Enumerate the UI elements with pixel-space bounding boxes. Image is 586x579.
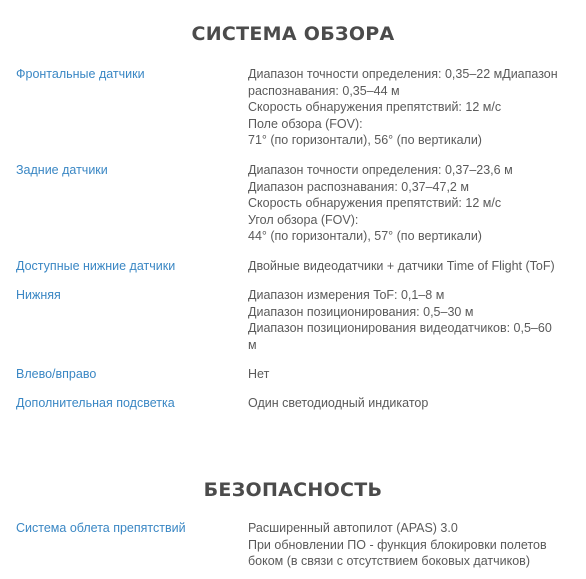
spec-label-bottom-sensors-available[interactable]: Доступные нижние датчики [16,259,176,273]
spec-value-bottom [248,287,576,353]
spec-value-line: боком (в связи с отсутствием боковых датчиков) [248,554,530,568]
spec-value-line: Диапазон распознавания: 0,37–47,2 м [248,179,469,194]
spec-value-line: 44° (по горизонтали), 57° (по вертикали) [248,229,482,243]
spec-value-line: Один светодиодный индикатор [248,396,429,410]
spec-label-left-right[interactable]: Влево/вправо [16,367,97,381]
spec-value-line: Диапазон позиционирования видеодатчиков: 0,5–60 [248,321,552,335]
spec-value-line: Диапазон позиционирования: 0,5–30 м [248,304,474,319]
spec-value-line: При обновлении ПО - функция блокировки полетов [248,537,547,552]
spec-value-line: Угол обзора (FOV): [248,212,359,227]
spec-value-line: м [248,337,257,352]
spec-label-rear-sensors[interactable]: Задние датчики [16,163,108,177]
spec-value-rear-sensors [248,162,576,245]
spec-value-line: Скорость обнаружения препятствий: 12 м/с [248,196,502,210]
spec-value-obstacle-avoidance [248,520,576,570]
spec-value-line: Расширенный автопилот (APAS) 3.0 [248,521,458,535]
spec-label-front-sensors[interactable]: Фронтальные датчики [16,67,145,81]
spec-value-line: Поле обзора (FOV): [248,116,363,131]
spec-label-obstacle-avoidance[interactable]: Система облета препятствий [16,521,186,535]
spec-value-left-right [248,366,576,383]
spec-value-line: Двойные видеодатчики + датчики Time of Flight (ToF) [248,259,555,273]
section-title-vision: СИСТЕМА ОБЗОРА [191,23,395,45]
spec-label-aux-light[interactable]: Дополнительная подсветка [16,396,175,410]
spec-value-line: Диапазон точности определения: 0,35–22 мДиапазон [248,67,558,81]
spec-value-line: Нет [248,367,270,381]
spec-value-line: Скорость обнаружения препятствий: 12 м/с [248,100,502,114]
spec-value-line: распознавания: 0,35–44 м [248,83,400,98]
spec-value-line: Диапазон измерения ToF: 0,1–8 м [248,288,445,302]
spec-value-line: Диапазон точности определения: 0,37–23,6 м [248,163,513,177]
spec-value-line: 71° (по горизонтали), 56° (по вертикали) [248,133,482,147]
spec-value-bottom-sensors-available [248,258,576,275]
section-title-safety: БЕЗОПАСНОСТЬ [203,479,383,501]
spec-label-bottom[interactable]: Нижняя [16,288,61,302]
spec-value-aux-light [248,395,576,412]
spec-value-front-sensors [248,66,576,149]
